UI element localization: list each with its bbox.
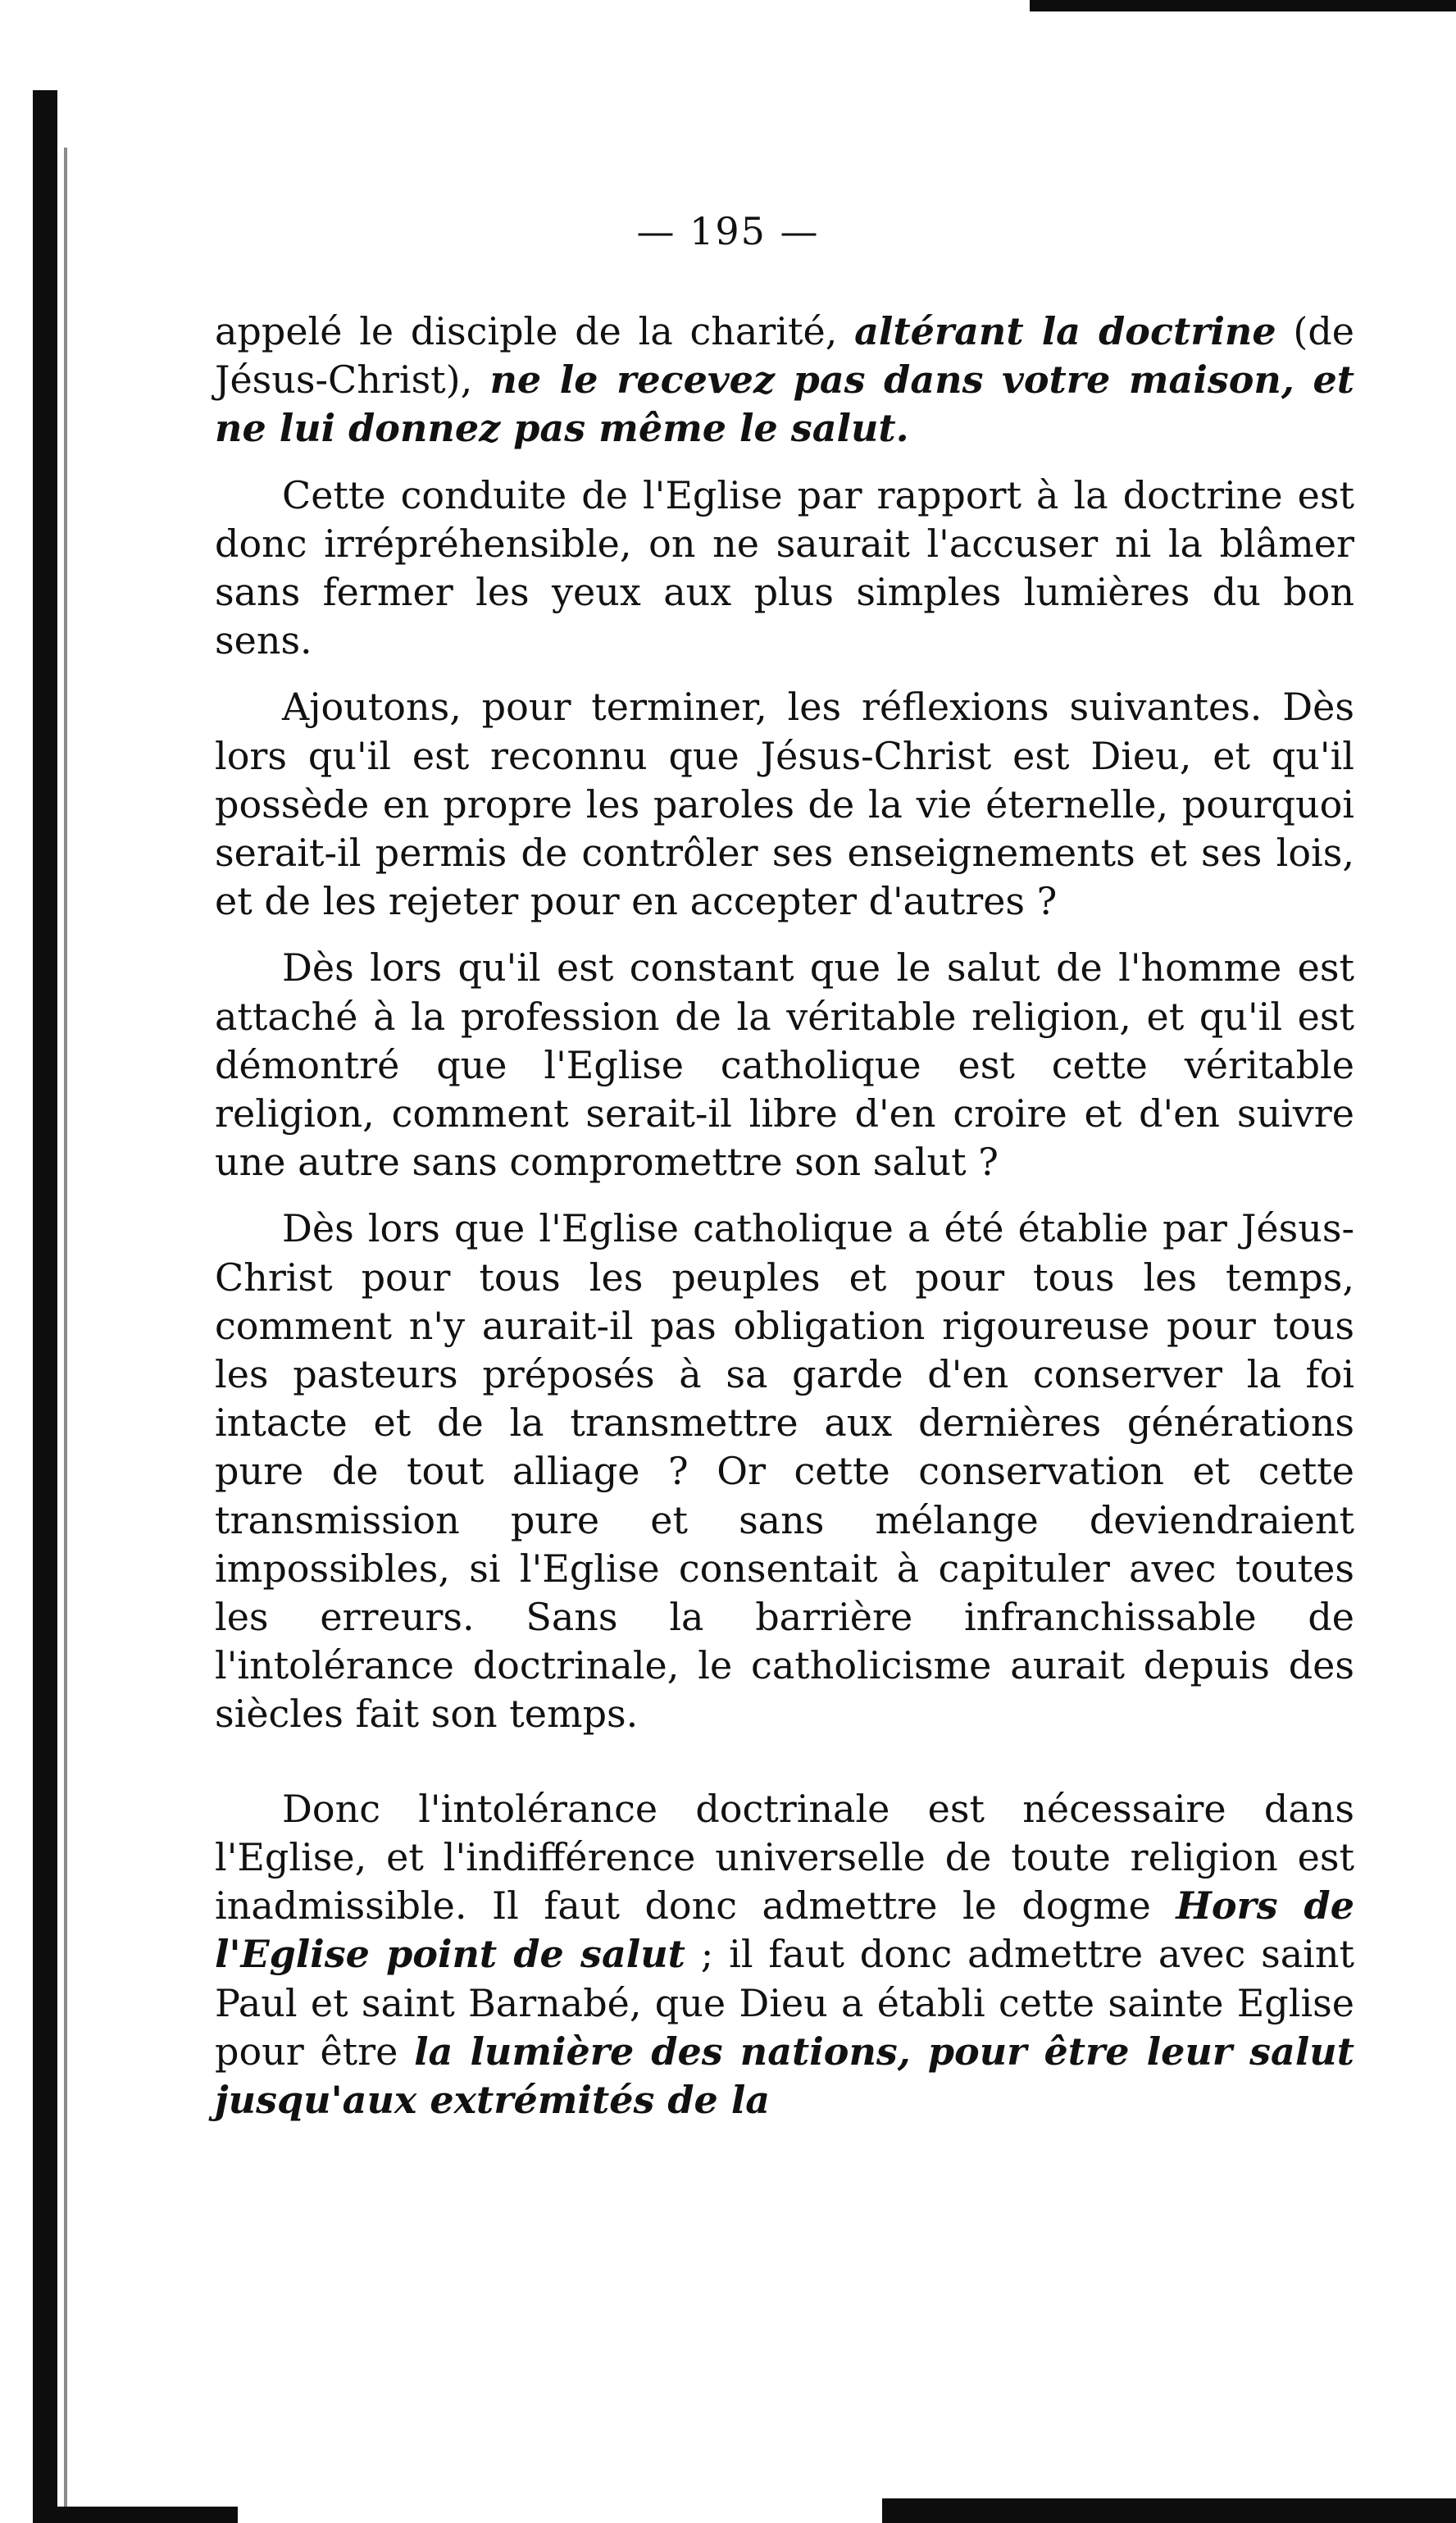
text-run: ; il faut donc admettre avec saint Paul et saint Barnabé, que Dieu a établi cette sainte Eglise pour être — [215, 1932, 1354, 2074]
text-run: Cette conduite de l'Eglise par rapport à la doctrine est donc irrépréhensible, on ne saurait l'accuser ni la blâmer sans fermer les yeux aux plus simples lumières du bon sens. — [215, 472, 1354, 663]
scan-edge-bottom — [882, 2498, 1456, 2523]
text-run: Ajoutons, pour terminer, les réflexions suivantes. Dès lors qu'il est reconnu que Jésus-Christ est Dieu, et qu'il possède en propre les paroles de la vie éternelle, pourquoi serait-il permis de contrôler ses enseignements et ses lois, et de les rejeter pour en accepter d'autres ? — [215, 685, 1354, 924]
page-number: — 195 — — [636, 209, 820, 253]
paragraph-1 — [215, 307, 1354, 453]
scan-edge-left — [33, 90, 57, 2523]
text-run-italic: la lumière des nations, pour être leur salut jusqu'aux extrémités de la — [215, 2029, 1355, 2122]
paragraph-2 — [215, 471, 1354, 666]
scan-edge-top — [1030, 0, 1456, 11]
paragraph-6 — [215, 1785, 1354, 2125]
text-run: Donc l'intolérance doctrinale est nécessaire dans l'Eglise, et l'indifférence universelle de toute religion est inadmissible. Il faut donc admettre le dogme — [215, 1786, 1354, 1929]
text-run-italic: altérant la doctrine — [854, 309, 1276, 353]
text-run: Dès lors que l'Eglise catholique a été établie par Jésus-Christ pour tous les peuples et pour tous les temps, comment n'y aurait-il pas obligation rigoureuse pour tous les pasteurs préposés à sa garde d'en conserver la foi intacte et de la transmettre aux dernières générations pure de tout alliage ? Or cette conservation et cette transmission pure et sans mélange deviendraient impossibles, si l'Eglise consentait à capituler avec toutes les erreurs. Sans la barrière infranchissable de l'intolérance doctrinale, le catholicisme aurait depuis des siècles fait son temps. — [215, 1206, 1354, 1737]
paragraph-4 — [215, 944, 1354, 1186]
paragraph-3 — [215, 683, 1354, 926]
text-run: (de Jésus-Christ), — [215, 309, 1354, 403]
text-run: appelé le disciple de la charité, — [215, 309, 855, 353]
scan-edge-left-shadow — [64, 148, 67, 2509]
paragraph-5 — [215, 1205, 1354, 1738]
scan-edge-bottom-left — [57, 2507, 238, 2523]
text-run: Dès lors qu'il est constant que le salut de l'homme est attaché à la profession de la véritable religion, et qu'il est démontré que l'Eglise catholique est cette véritable religion, comment serait-il libre d'en croire et d'en suivre une autre sans compromettre son salut ? — [215, 945, 1354, 1185]
text-run-italic: Hors de l'Eglise point de salut — [215, 1883, 1354, 1977]
text-run-italic: ne le recevez pas dans votre maison, et ne lui donnez pas même le salut. — [215, 358, 1355, 451]
body-text — [215, 307, 1354, 2125]
